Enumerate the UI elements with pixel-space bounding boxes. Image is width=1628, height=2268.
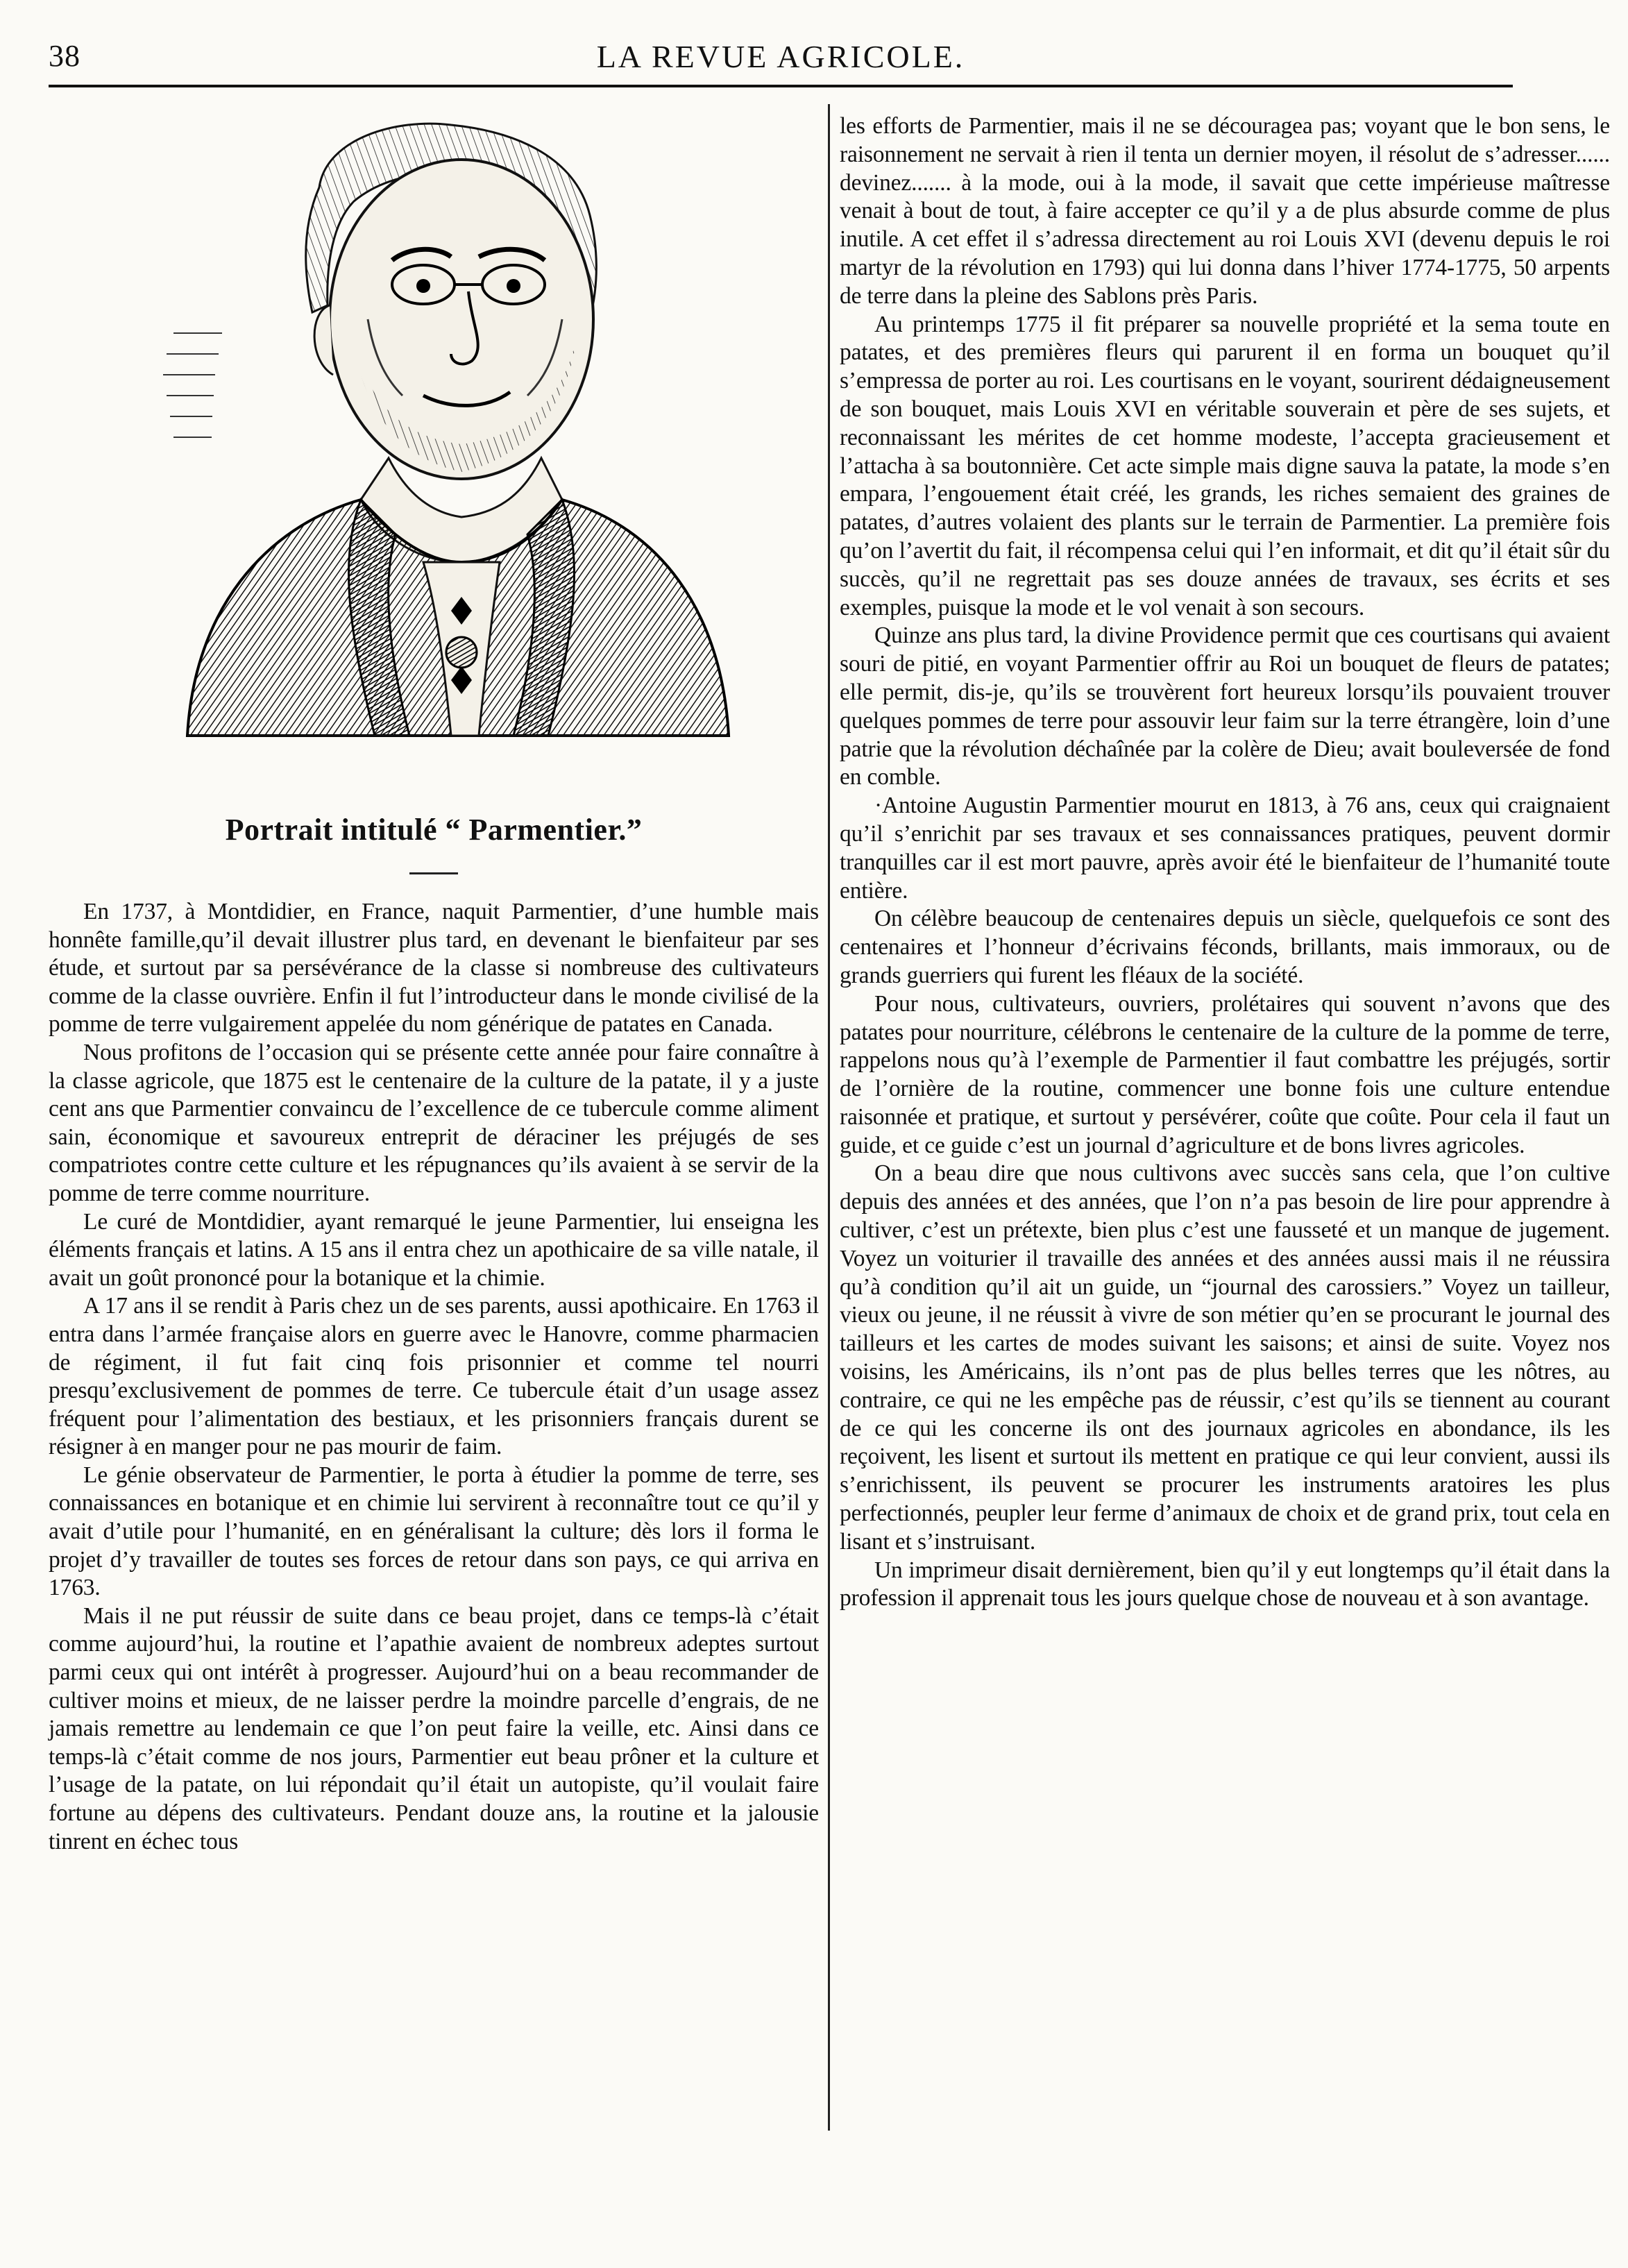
caption-separator bbox=[409, 872, 458, 874]
right-paragraph: Pour nous, cultivateurs, ouvriers, prolétaires qui souvent n’avons que des patates pour nourriture, célébrons le centenaire de la culture de la pomme de terre, rappelons nous qu’à l’exemple de Parmentier il faut combattre les préjugés, sortir de l’ornière de la routine, commencer une bonne fois une culture entendue raisonnée et pratique, et surtout y persévérer, coûte que coûte. Pour cela il faut un guide, et ce guide c’est un journal d’agriculture et de bons livres agricoles. bbox=[840, 990, 1610, 1158]
right-paragraph: On a beau dire que nous cultivons avec succès sans cela, que l’on cultive depuis des années et des années, que l’on n’a pas besoin de lire pour apprendre à cultiver, c’est un prétexte, bien plus c’est une fausseté et un manque de jugement. Voyez un voiturier il travaille des années et des années aussi mais il ne réussira qu’à condition qu’il ait un guide, un “journal des carossiers.” Voyez un tailleur, vieux ou jeune, il ne réussit à vivre de son métier qu’en se procurant le journal des tailleurs et les cartes de modes suivant les saisons; et ainsi de suite. Voyez nos voisins, les Américains, ils n’ont pas de plus belles terres que les nôtres, au contraire, ce qui ne les empêche pas de réussir, c’est qu’ils se tiennent au courant de ce qui les concerne ils ont des journaux agricoles en abondance, ils les reçoivent, les lisent et surtout ils mettent en pratique ce qui leur convient, aussi ils s’enrichissent, ils peuvent se procurer les instruments aratoires les plus perfectionnés, peupler leur ferme d’animaux de choix et de grand prix, tout cela en lisant et s’instruisant. bbox=[840, 1160, 1610, 1555]
left-paragraph: Le curé de Montdidier, ayant remarqué le jeune Parmentier, lui enseigna les éléments français et latins. A 15 ans il entra chez un apothicaire de sa ville natale, il avait un goût prononcé pour la botanique et la chimie. bbox=[49, 1208, 819, 1291]
page-number: 38 bbox=[49, 39, 80, 73]
left-paragraph: Le génie observateur de Parmentier, le porta à étudier la pomme de terre, ses connaissances en botanique et en chimie lui servirent à reconnaître tout ce qu’il y avait d’utile pour l’humanité, en en généralisant la culture; dès lors il forma le projet d’y travailler de toutes ses forces de retour dans son pays, ce qui arriva en 1763. bbox=[49, 1462, 819, 1601]
right-paragraph: Quinze ans plus tard, la divine Providence permit que ces courtisans qui avaient souri de pitié, en voyant Parmentier offrir au Roi un bouquet de fleurs de patates; elle permit, dis-je, qu’ils se trouvèrent fort heureux lorsqu’ils pouvaient trouver quelques pommes de terre pour assouvir leur faim sur la terre étrangère, loin d’une patrie que la révolution déchaînée par la colère de Dieu; avait bouleversée de fond en comble. bbox=[840, 623, 1610, 790]
left-paragraph: En 1737, à Montdidier, en France, naquit Parmentier, d’une humble mais honnête famille,qu’il devait illustrer plus tard, en devenant le bienfaiteur par ses étude, et surtout par sa persévérance de la classe si nombreuse des cultivateurs comme de la classe ouvrière. Enfin il fut l’introducteur dans le monde civilisé de la pomme de terre vulgairement appelée du nom générique de patates en Canada. bbox=[49, 899, 819, 1038]
journal-title: LA REVUE AGRICOLE. bbox=[596, 39, 965, 74]
left-paragraph: Nous profitons de l’occasion qui se présente cette année pour faire connaître à la classe agricole, que 1875 est le centenaire de la culture de la patate, il y a juste cent ans que Parmentier convaincu de l’excellence de ce tubercule comme aliment sain, économique et savoureux entreprit de déraciner les préjugés de ses compatriotes contre cette culture et les répugnances qu’ils avaient à se servir de la pomme de terre comme nourriture. bbox=[49, 1039, 819, 1206]
left-paragraph: Mais il ne put réussir de suite dans ce beau projet, dans ce temps-là c’était comme aujourd’hui, la routine et l’apathie avaient de nombreux adeptes surtout parmi ceux qui ont intérêt à progresser. Aujourd’hui on a beau recommander de cultiver moins et mieux, de ne laisser perdre la moindre parcelle d’engrais, de ne jamais remettre au lendemain ce que l’on peut faire la veille, etc. Ainsi dans ce temps-là c’était comme de nos jours, Parmentier eut beau prôner et la culture et l’usage de la patate, on lui répondait qu’il était un autopiste, qu’il voulait faire fortune au dépens des cultivateurs. Pendant douze ans, la routine et la jalousie tinrent en échec tous bbox=[49, 1602, 819, 1854]
left-column bbox=[49, 104, 819, 1856]
right-column bbox=[840, 112, 1610, 1613]
right-paragraph: Au printemps 1775 il fit préparer sa nouvelle propriété et la sema toute en patates, et des premières fleurs qui parurent il en forma un bouquet qu’il s’empressa de porter au roi. Les courtisans en le voyant, sourirent dédaigneusement de son bouquet, mais Louis XVI en véritable souverain et père de ses sujets, et reconnaissant les mérites de cet homme modeste, l’accepta gracieusement et l’attacha à sa boutonnière. Cet acte simple mais digne sauva la patate, la mode s’en empara, l’engouement était créé, les grands, les riches semaient des graines de patates, d’autres volaient des plants sur le terrain de Parmentier. La première fois qu’on l’avertit du fait, il récompensa celui qui l’en informait, et dit qu’il était sûr du succès, qu’il ne regrettait pas ses douze années de travaux, ses écrits et ses exemples, puisque la mode et le vol venait à son secours. bbox=[840, 311, 1610, 620]
right-paragraph: les efforts de Parmentier, mais il ne se découragea pas; voyant que le bon sens, le raisonnement ne servait à rien il tenta un dernier moyen, il résolut de s’adresser...... devinez....... à la mode, oui à la mode, il savait que cette impérieuse maîtresse venait à bout de tout, à faire accepter ce qu’il y a de plus absurde comme de plus inutile. A cet effet il s’adressa directement au roi Louis XVI (devenu depuis le roi martyr de la révolution en 1793) qui lui donna dans l’hiver 1774-1775, 50 arpents de terre dans la pleine des Sablons près Paris. bbox=[840, 113, 1610, 309]
column-divider bbox=[828, 104, 830, 2131]
portrait-engraving bbox=[146, 111, 756, 770]
portrait-caption: Portrait intitulé “ Parmentier.” bbox=[225, 813, 643, 847]
left-paragraph: A 17 ans il se rendit à Paris chez un de ses parents, aussi apothicaire. En 1763 il entra dans l’armée française alors en guerre avec le Hanovre, comme pharmacien de régiment, il fut fait cinq fois prisonnier et comme tel nourri presqu’exclusivement de pommes de terre. Ce tubercule était d’un usage assez fréquent pour l’alimentation des bestiaux, et les prisonniers français durent se résigner à en manger pour ne pas mourir de faim. bbox=[49, 1293, 819, 1460]
right-paragraph: ·Antoine Augustin Parmentier mourut en 1813, à 76 ans, ceux qui craignaient qu’il s’enrichit par ses travaux et ses connaissances pratiques, peuvent dormir tranquilles car il est mort pauvre, après avoir été le bienfaiteur de l’humanité toute entière. bbox=[840, 793, 1610, 904]
header-rule bbox=[49, 85, 1513, 87]
page-header bbox=[49, 38, 1513, 80]
right-paragraph: Un imprimeur disait dernièrement, bien qu’il y eut longtemps qu’il était dans la profession il apprenait tous les jours quelque chose de nouveau et à son avantage. bbox=[840, 1557, 1610, 1611]
right-paragraph: On célèbre beaucoup de centenaires depuis un siècle, quelquefois ce sont des centenaires et l’honneur d’écrivains féconds, brillants, mais immoraux, ou de grands guerriers qui furent les fléaux de la société. bbox=[840, 906, 1610, 988]
